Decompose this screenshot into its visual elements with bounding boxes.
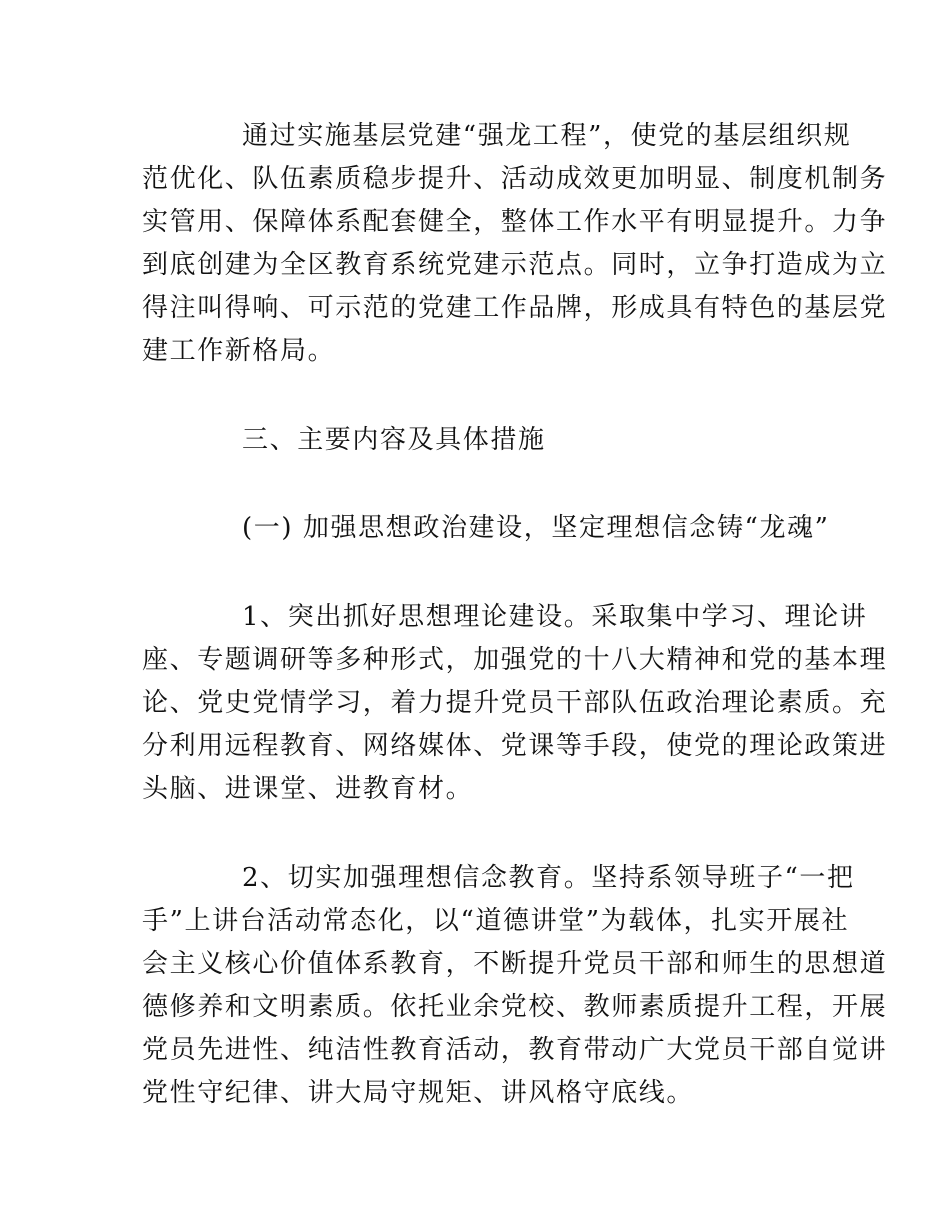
paragraph-line: 1、突出抓好思想理论建设。采取集中学习、理论讲 [242,602,868,632]
paragraph-line: 通过实施基层党建“强龙工程”，使党的基层组织规 [242,121,852,151]
paragraph-line: 得注叫得响、可示范的党建工作品牌，形成具有特色的基层党 [142,293,888,323]
paragraph-line: 到底创建为全区教育系统党建示范点。同时，立争打造成为立 [142,250,888,280]
paragraph-line: 德修养和文明素质。依托业余党校、教师素质提升工程，开展 [142,992,888,1022]
paragraph-line: 座、专题调研等多种形式，加强党的十八大精神和党的基本理 [142,645,888,675]
subsection-heading: (一) 加强思想政治建设，坚定理想信念铸“龙魂” [242,513,830,543]
paragraph-line: 范优化、队伍素质稳步提升、活动成效更加明显、制度机制务 [142,164,888,194]
paragraph-line: 手”上讲台活动常态化，以“道德讲堂”为载体，扎实开展社 [142,906,850,936]
paragraph-line: 党员先进性、纯洁性教育活动，教育带动广大党员干部自觉讲 [142,1035,888,1065]
paragraph-line: 2、切实加强理想信念教育。坚持系领导班子“一把 [242,863,855,893]
paragraph-line: 党性守纪律、讲大局守规矩、讲风格守底线。 [142,1078,695,1108]
paragraph-line: 会主义核心价值体系教育，不断提升党员干部和师生的思想道 [142,949,888,979]
paragraph-line: 分利用远程教育、网络媒体、党课等手段，使党的理论政策进 [142,731,888,761]
paragraph-line: 论、党史党情学习，着力提升党员干部队伍政治理论素质。充 [142,688,888,718]
paragraph-line: 头脑、进课堂、进教育材。 [142,774,474,804]
section-heading: 三、主要内容及具体措施 [242,425,546,455]
paragraph-line: 实管用、保障体系配套健全，整体工作水平有明显提升。力争 [142,207,888,237]
paragraph-line: 建工作新格局。 [142,336,336,366]
